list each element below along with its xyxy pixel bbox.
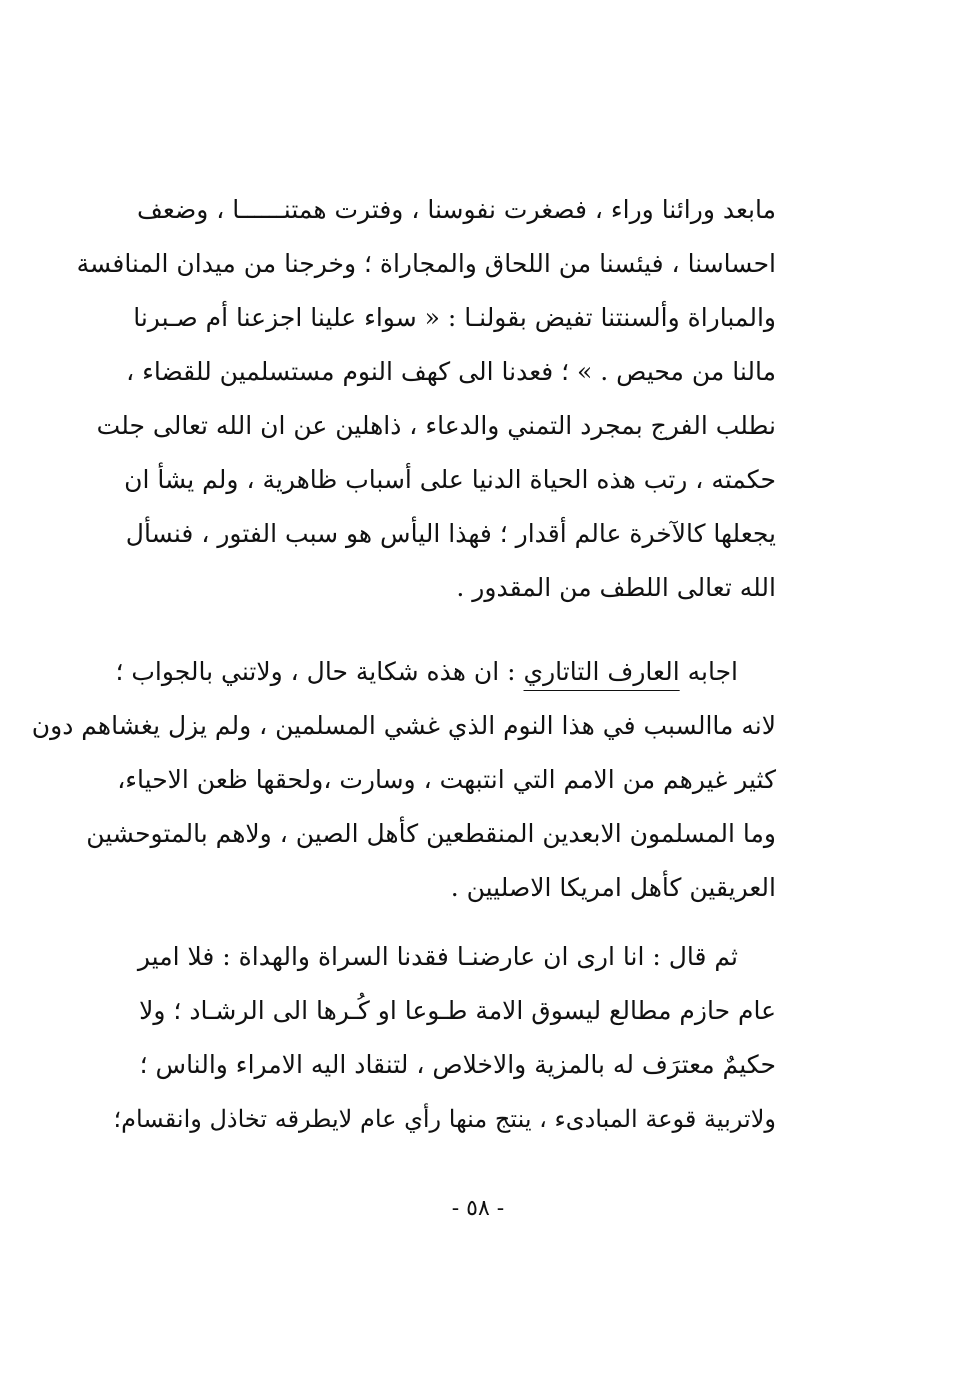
text-line: احساسنا ، فيئسنا من اللحاق والمجاراة ؛ وخرجنا من ميدان المنافسة — [76, 249, 776, 278]
text-line — [115, 645, 776, 699]
text-line: حكمته ، رتب هذه الحياة الدنيا على أسباب ظاهرية ، ولم يشأ ان — [124, 465, 776, 494]
text-line: مالنا من محيص . » ؛ فعدنا الى كهف النوم مستسلمين للقضاء ، — [126, 357, 776, 386]
text-line: ثم قال : انا ارى ان عارضنـا فقدنا السراة والهداة : فلا امير — [137, 942, 738, 971]
speaker-name: العارف التاتاري — [523, 657, 680, 686]
paragraph-2 — [31, 645, 776, 915]
text-line: حكيمٌ معترَف له بالمزية والاخلاص ، لتنقاد اليه الامراء والناس ؛ — [139, 1050, 776, 1079]
page-number: - ٥٨ - — [451, 1196, 505, 1221]
paragraph-1 — [76, 183, 776, 615]
text-line: يجعلها كالآخرة عالم أقدار ؛ فهذا اليأس هو سبب الفتور ، فنسأل — [125, 519, 776, 548]
paragraph-3 — [113, 930, 776, 1146]
line-prefix: اجابه — [687, 657, 738, 686]
line-rest: : ان هذه شكاية حال ، ولاتني بالجواب ؛ — [115, 657, 516, 686]
text-line: مابعد ورائنا وراء ، فصغرت نفوسنا ، وفترت همتنــــــا ، وضعف — [137, 195, 776, 224]
text-line: والمباراة وألسنتنا تفيض بقولنـا : « سواء علينا اجزعنا أم صـبرنا — [133, 303, 776, 332]
text-line: لانه ماالسبب في هذا النوم الذي غشي المسلمين ، ولم يزل يغشاهم دون — [31, 711, 776, 740]
text-line: عام حازم مطالع ليسوق الامة طـوعا او كُـرها الى الرشـاد ؛ ولا — [139, 996, 776, 1025]
text-line: وما المسلمون الابعدين المنقطعين كأهل الصين ، ولاهم بالمتوحشين — [86, 819, 776, 848]
text-line: كثير غيرهم من الامم التي انتبهت ، وسارت ،ولحقها ظعن الاحياء، — [117, 765, 776, 794]
text-line: العريقين كأهل امريكا الاصليين . — [450, 873, 776, 902]
text-line: ولاتربية قوعة المبادىء ، ينتج منها رأي عام لايطرقه تخاذل وانقسام؛ — [113, 1105, 776, 1133]
text-line: الله تعالى اللطف من المقدور . — [456, 573, 776, 602]
text-line: نطلب الفرج بمجرد التمني والدعاء ، ذاهلين عن ان الله تعالى جلت — [96, 411, 776, 440]
